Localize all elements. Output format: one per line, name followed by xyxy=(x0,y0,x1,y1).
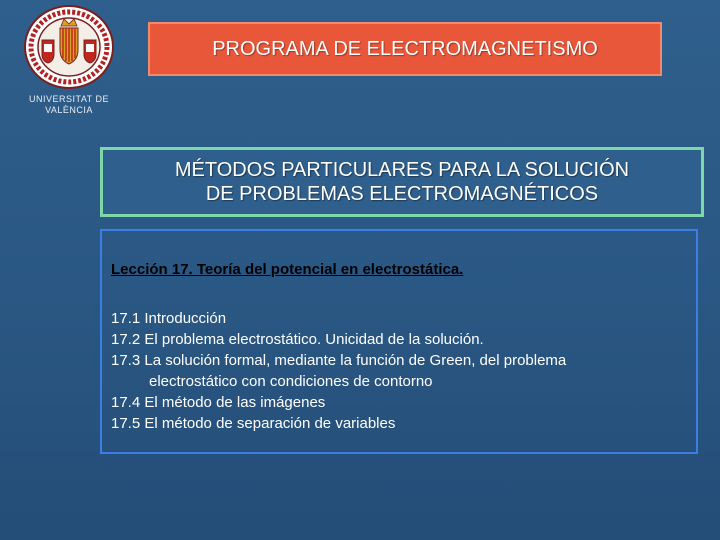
lesson-item xyxy=(111,350,688,392)
lesson-item-list xyxy=(111,308,688,434)
seal-icon xyxy=(22,4,116,90)
lesson-item-text: 17.5 El método de separación de variables xyxy=(111,415,396,432)
lesson-title: Lección 17. Teoría del potencial en electrostática. xyxy=(111,261,464,278)
slide-title-line2: DE PROBLEMAS ELECTROMAGNÉTICOS xyxy=(205,183,599,205)
slide-title-line1: MÉTODOS PARTICULARES PARA LA SOLUCIÓN xyxy=(174,159,630,181)
lesson-item-continuation: electrostático con condiciones de contorno xyxy=(149,373,433,390)
lesson-item xyxy=(111,392,688,413)
program-title: PROGRAMA DE ELECTROMAGNETISMO xyxy=(212,37,598,60)
university-name-line1: UNIVERSITAT DE xyxy=(28,94,109,104)
lesson-item-text: 17.1 Introducción xyxy=(111,310,227,327)
slide-title-box xyxy=(100,147,704,217)
lesson-item xyxy=(111,413,688,434)
lesson-item xyxy=(111,308,688,329)
lesson-content-box xyxy=(100,229,698,454)
lesson-item-text: 17.3 La solución formal, mediante la función de Green, del problema xyxy=(111,352,567,369)
lesson-item-text: 17.4 El método de las imágenes xyxy=(111,394,326,411)
lesson-item xyxy=(111,329,688,350)
lesson-item-text: 17.2 El problema electrostático. Unicidad de la solución. xyxy=(111,331,484,348)
university-logo xyxy=(22,4,116,90)
university-name xyxy=(10,94,128,116)
university-name-line2: VALÈNCIA xyxy=(45,105,93,115)
program-title-banner xyxy=(148,22,662,76)
